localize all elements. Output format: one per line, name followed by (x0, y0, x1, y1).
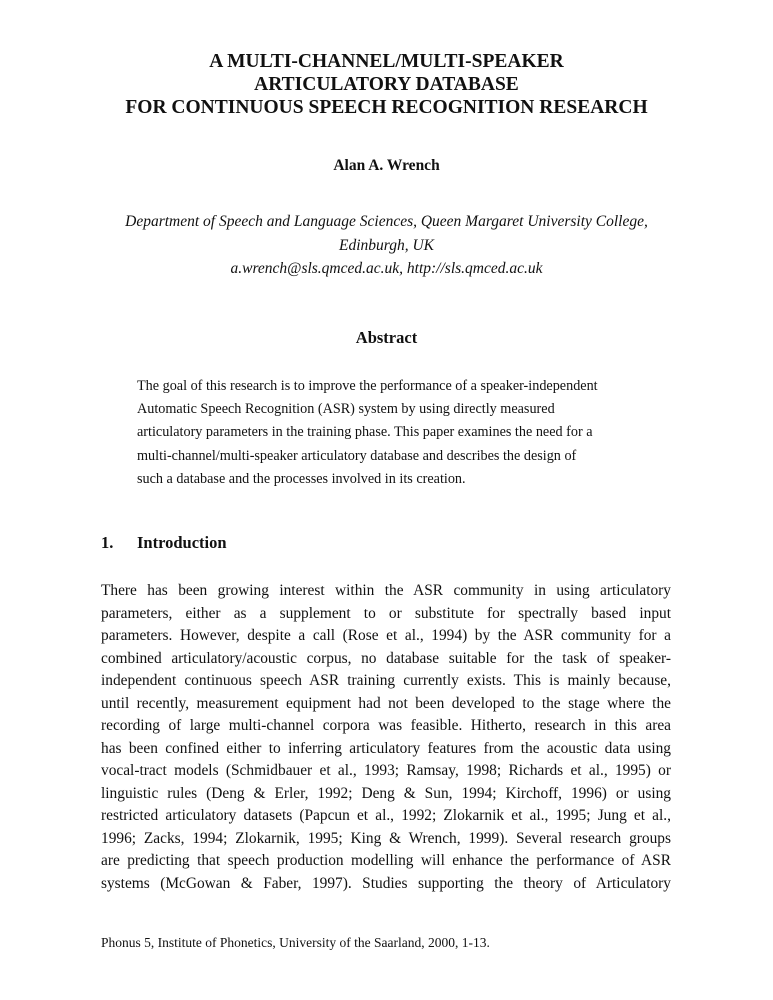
abstract-heading: Abstract (355, 328, 418, 347)
body-line: linguistic rules (Deng & Erler, 1992; Deng & Sun, 1994; Kirchoff, 1996) or using (101, 784, 671, 802)
author-name: Alan A. Wrench (333, 157, 440, 174)
abstract-body (137, 375, 637, 491)
body-line: independent continuous speech ASR training currently exists. This is mainly because, (101, 672, 671, 689)
body-line: parameters. However, despite a call (Rose et al., 1994) by the ASR community for a (101, 627, 671, 644)
page-footer-citation: Phonus 5, Institute of Phonetics, University of the Saarland, 2000, 1-13. (101, 935, 490, 950)
abstract-line: such a database and the processes involved in its creation. (137, 470, 466, 487)
section-number: 1. (101, 533, 114, 552)
body-line: are predicting that speech production modelling will enhance the performance of ASR (101, 852, 671, 869)
body-line: restricted articulatory datasets (Papcun et al., 1992; Zlokarnik et al., 1995; Jung et al., (101, 807, 671, 824)
section-heading-introduction (101, 533, 227, 553)
title-line: ARTICULATORY DATABASE (254, 74, 519, 95)
abstract-line: Automatic Speech Recognition (ASR) system by using directly measured (137, 401, 555, 418)
abstract-line: articulatory parameters in the training phase. This paper examines the need for a (137, 424, 593, 441)
body-line: There has been growing interest within the ASR community in using articulatory (101, 582, 671, 599)
section-title: Introduction (137, 533, 227, 552)
title-line: A MULTI-CHANNEL/MULTI-SPEAKER (209, 51, 564, 72)
body-line: parameters, either as a supplement to or substitute for spectrally based input (101, 604, 671, 622)
introduction-body (101, 580, 671, 895)
body-line: combined articulatory/acoustic corpus, no database suitable for the task of speaker- (101, 649, 671, 667)
body-line: recording of large multi-channel corpora was feasible. Hitherto, research in this area (101, 717, 671, 734)
paper-title (0, 50, 773, 119)
body-line: systems (McGowan & Faber, 1997). Studies supporting the theory of Articulatory (101, 874, 671, 892)
body-line: until recently, measurement equipment had not been developed to the stage where the (101, 694, 671, 712)
title-line: FOR CONTINUOUS SPEECH RECOGNITION RESEARCH (125, 97, 648, 118)
author-affiliation (0, 210, 773, 281)
affiliation-contact: a.wrench@sls.qmced.ac.uk, http://sls.qmced.ac.uk (230, 260, 543, 277)
affiliation-location: Edinburgh, UK (338, 236, 434, 254)
abstract-line: The goal of this research is to improve the performance of a speaker-independent (137, 378, 598, 394)
abstract-line: multi-channel/multi-speaker articulatory database and describes the design of (137, 447, 577, 464)
body-line: vocal-tract models (Schmidbauer et al., 1993; Ramsay, 1998; Richards et al., 1995) or (101, 762, 671, 779)
body-line: has been confined either to inferring articulatory features from the acoustic data using (101, 739, 671, 757)
body-line: 1996; Zacks, 1994; Zlokarnik, 1995; King & Wrench, 1999). Several research groups (101, 829, 671, 847)
affiliation-department: Department of Speech and Language Sciences, Queen Margaret University College, (125, 213, 648, 230)
